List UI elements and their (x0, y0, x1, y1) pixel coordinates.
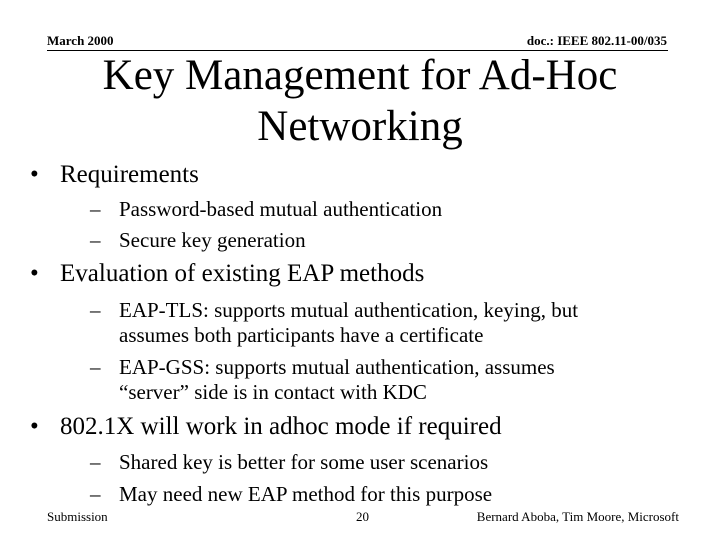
dash-icon: – (90, 228, 101, 252)
header-doc-id: doc.: IEEE 802.11-00/035 (526, 33, 667, 48)
title-line-1: Key Management for Ad-Hoc (102, 52, 618, 99)
sub-bullet (90, 481, 492, 507)
dash-icon: – (90, 450, 101, 474)
header-date: March 2000 (47, 33, 114, 48)
bullet-text: Evaluation of existing EAP methods (60, 260, 425, 287)
bullet-icon: • (30, 413, 39, 440)
sub-bullet-eap-gss-cont: “server” side is in contact with KDC (119, 380, 427, 404)
sub-bullet (90, 449, 488, 475)
sub-bullet-text: Secure key generation (119, 228, 306, 252)
sub-bullet-text: EAP-TLS: supports mutual authentication, keying, but (119, 298, 579, 322)
bullet-text: 802.1X will work in adhoc mode if required (60, 413, 502, 440)
dash-icon: – (90, 482, 101, 506)
bullet-evaluation (30, 259, 424, 289)
footer-page-number: 20 (356, 509, 369, 524)
bullet-icon: • (30, 260, 39, 287)
sub-bullet (90, 227, 306, 253)
bullet-icon: • (30, 161, 39, 188)
bullet-requirements (30, 160, 199, 190)
footer-authors: Bernard Aboba, Tim Moore, Microsoft (476, 509, 679, 524)
sub-bullet-eap-tls-cont: assumes both participants have a certificate (119, 323, 484, 347)
sub-bullet-text: Password-based mutual authentication (119, 197, 443, 221)
sub-bullet-text: EAP-GSS: supports mutual authentication, assumes (119, 355, 555, 379)
bullet-text: Requirements (60, 161, 199, 188)
title-line-2: Networking (257, 103, 463, 150)
slide-title (0, 50, 720, 152)
dash-icon: – (90, 298, 101, 322)
dash-icon: – (90, 197, 101, 221)
sub-bullet-text: Shared key is better for some user scenarios (119, 450, 489, 474)
sub-bullet-eap-gss (90, 354, 555, 380)
dash-icon: – (90, 355, 101, 379)
sub-bullet-text: May need new EAP method for this purpose (119, 482, 493, 506)
sub-bullet (90, 196, 442, 222)
footer-submission: Submission (47, 509, 108, 524)
bullet-adhoc (30, 412, 502, 442)
sub-bullet-eap-tls (90, 297, 578, 323)
